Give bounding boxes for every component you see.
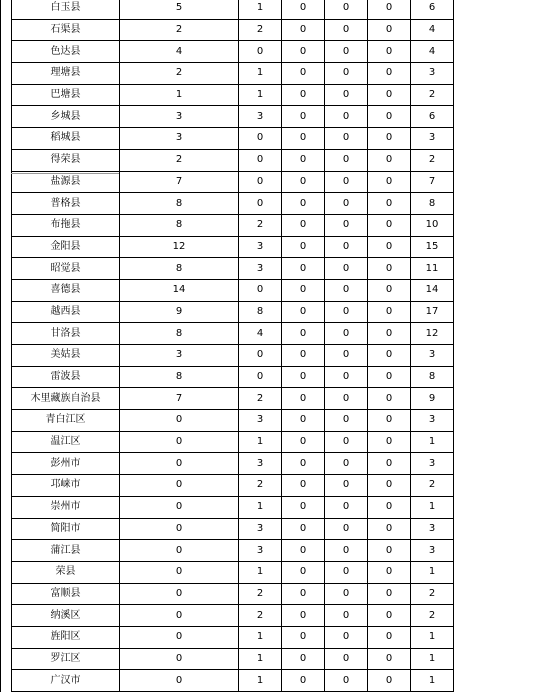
table-row	[1, 301, 454, 323]
count-cell: 0	[325, 605, 368, 627]
count-cell: 0	[368, 431, 411, 453]
count-cell: 0	[239, 345, 282, 367]
count-cell: 0	[282, 171, 325, 193]
region-separator	[11, 173, 119, 174]
count-cell: 0	[282, 431, 325, 453]
count-cell: 0	[282, 149, 325, 171]
table-row	[1, 583, 454, 605]
count-cell: 2	[239, 583, 282, 605]
count-cell: 0	[368, 410, 411, 432]
total-cell: 10	[411, 214, 454, 236]
total-cell: 3	[411, 128, 454, 150]
count-cell: 0	[368, 84, 411, 106]
total-cell: 4	[411, 19, 454, 41]
count-cell: 0	[282, 366, 325, 388]
county-name-cell: 昭觉县	[12, 258, 120, 280]
count-cell: 0	[282, 518, 325, 540]
count-cell: 0	[120, 518, 239, 540]
count-cell: 0	[368, 0, 411, 19]
count-cell: 0	[325, 410, 368, 432]
table-row	[1, 171, 454, 193]
count-cell: 0	[368, 453, 411, 475]
county-name-cell: 邛崃市	[12, 475, 120, 497]
count-cell: 5	[120, 0, 239, 19]
count-cell: 0	[368, 171, 411, 193]
total-cell: 14	[411, 279, 454, 301]
county-name-cell: 盐源县	[12, 171, 120, 193]
county-name-cell: 金阳县	[12, 236, 120, 258]
count-cell: 0	[282, 63, 325, 85]
total-cell: 2	[411, 84, 454, 106]
count-cell: 0	[325, 323, 368, 345]
count-cell: 3	[239, 540, 282, 562]
count-cell: 0	[325, 84, 368, 106]
count-cell: 2	[239, 214, 282, 236]
count-cell: 0	[368, 670, 411, 692]
count-cell: 0	[120, 648, 239, 670]
count-cell: 0	[325, 453, 368, 475]
count-cell: 3	[239, 258, 282, 280]
table-row	[1, 518, 454, 540]
count-cell: 0	[368, 518, 411, 540]
count-cell: 0	[120, 540, 239, 562]
count-cell: 0	[239, 279, 282, 301]
total-cell: 2	[411, 583, 454, 605]
county-name-cell: 色达县	[12, 41, 120, 63]
total-cell: 9	[411, 388, 454, 410]
table-row	[1, 626, 454, 648]
count-cell: 0	[120, 475, 239, 497]
county-name-cell: 简阳市	[12, 518, 120, 540]
total-cell: 2	[411, 475, 454, 497]
county-name-cell: 温江区	[12, 431, 120, 453]
count-cell: 1	[239, 63, 282, 85]
total-cell: 3	[411, 63, 454, 85]
total-cell: 4	[411, 41, 454, 63]
count-cell: 2	[239, 605, 282, 627]
count-cell: 0	[282, 193, 325, 215]
count-cell: 1	[120, 84, 239, 106]
count-cell: 0	[282, 214, 325, 236]
county-name-cell: 喜德县	[12, 279, 120, 301]
region-cell	[1, 0, 12, 171]
county-name-cell: 石渠县	[12, 19, 120, 41]
total-cell: 3	[411, 518, 454, 540]
count-cell: 0	[239, 128, 282, 150]
table-row	[1, 648, 454, 670]
total-cell: 3	[411, 540, 454, 562]
total-cell: 3	[411, 410, 454, 432]
count-cell: 0	[120, 431, 239, 453]
table-row	[1, 214, 454, 236]
count-cell: 7	[120, 171, 239, 193]
count-cell: 0	[282, 561, 325, 583]
total-cell: 2	[411, 605, 454, 627]
table-row	[1, 258, 454, 280]
count-cell: 0	[282, 106, 325, 128]
total-cell: 11	[411, 258, 454, 280]
total-cell: 17	[411, 301, 454, 323]
county-name-cell: 旌阳区	[12, 626, 120, 648]
count-cell: 0	[368, 540, 411, 562]
count-cell: 0	[282, 301, 325, 323]
count-cell: 3	[239, 453, 282, 475]
count-cell: 3	[120, 106, 239, 128]
count-cell: 0	[282, 258, 325, 280]
count-cell: 0	[325, 279, 368, 301]
count-cell: 1	[239, 0, 282, 19]
count-cell: 0	[325, 475, 368, 497]
count-cell: 4	[120, 41, 239, 63]
count-cell: 0	[239, 171, 282, 193]
table-row	[1, 561, 454, 583]
region-cell	[1, 171, 12, 692]
count-cell: 0	[282, 323, 325, 345]
count-cell: 14	[120, 279, 239, 301]
county-name-cell: 广汉市	[12, 670, 120, 692]
county-name-cell: 荣县	[12, 561, 120, 583]
count-cell: 8	[120, 323, 239, 345]
count-cell: 8	[120, 258, 239, 280]
count-cell: 0	[120, 626, 239, 648]
count-cell: 0	[325, 301, 368, 323]
count-cell: 0	[239, 193, 282, 215]
count-cell: 0	[325, 63, 368, 85]
county-name-cell: 罗江区	[12, 648, 120, 670]
table-row	[1, 84, 454, 106]
table-row	[1, 475, 454, 497]
table-row	[1, 388, 454, 410]
total-cell: 7	[411, 171, 454, 193]
count-cell: 0	[325, 193, 368, 215]
count-cell: 2	[239, 19, 282, 41]
count-cell: 3	[239, 106, 282, 128]
total-cell: 3	[411, 345, 454, 367]
county-name-cell: 木里藏族自治县	[12, 388, 120, 410]
count-cell: 1	[239, 561, 282, 583]
county-name-cell: 乡城县	[12, 106, 120, 128]
count-cell: 0	[282, 648, 325, 670]
count-cell: 0	[325, 561, 368, 583]
count-cell: 0	[368, 128, 411, 150]
count-cell: 0	[325, 0, 368, 19]
count-cell: 0	[325, 540, 368, 562]
total-cell: 2	[411, 149, 454, 171]
county-name-cell: 美姑县	[12, 345, 120, 367]
count-cell: 0	[368, 19, 411, 41]
count-cell: 0	[368, 496, 411, 518]
total-cell: 12	[411, 323, 454, 345]
count-cell: 0	[325, 496, 368, 518]
count-cell: 0	[325, 106, 368, 128]
count-cell: 0	[120, 453, 239, 475]
table-row	[1, 0, 454, 19]
county-name-cell: 蒲江县	[12, 540, 120, 562]
count-cell: 2	[120, 63, 239, 85]
count-cell: 0	[282, 0, 325, 19]
table-row	[1, 128, 454, 150]
count-cell: 8	[120, 214, 239, 236]
count-cell: 0	[368, 561, 411, 583]
county-name-cell: 得荣县	[12, 149, 120, 171]
count-cell: 0	[325, 128, 368, 150]
count-cell: 0	[282, 128, 325, 150]
county-name-cell: 雷波县	[12, 366, 120, 388]
count-cell: 0	[282, 453, 325, 475]
count-cell: 3	[239, 410, 282, 432]
table-row	[1, 19, 454, 41]
total-cell: 1	[411, 431, 454, 453]
count-cell: 0	[368, 605, 411, 627]
count-cell: 0	[368, 193, 411, 215]
count-cell: 1	[239, 626, 282, 648]
count-cell: 2	[239, 388, 282, 410]
count-cell: 0	[282, 540, 325, 562]
count-cell: 0	[325, 19, 368, 41]
total-cell: 1	[411, 496, 454, 518]
count-cell: 0	[325, 366, 368, 388]
count-cell: 0	[282, 345, 325, 367]
count-cell: 0	[368, 345, 411, 367]
count-cell: 0	[120, 583, 239, 605]
total-cell: 1	[411, 670, 454, 692]
count-cell: 0	[282, 279, 325, 301]
table-row	[1, 63, 454, 85]
count-cell: 3	[120, 345, 239, 367]
count-cell: 0	[368, 583, 411, 605]
count-cell: 0	[325, 236, 368, 258]
count-cell: 0	[325, 41, 368, 63]
count-cell: 7	[120, 388, 239, 410]
count-cell: 0	[368, 106, 411, 128]
table-row	[1, 670, 454, 692]
count-cell: 0	[282, 236, 325, 258]
county-name-cell: 巴塘县	[12, 84, 120, 106]
count-cell: 8	[120, 366, 239, 388]
table-row	[1, 453, 454, 475]
table-body	[1, 0, 454, 692]
count-cell: 0	[368, 279, 411, 301]
count-cell: 0	[282, 410, 325, 432]
count-cell: 0	[282, 19, 325, 41]
total-cell: 8	[411, 193, 454, 215]
county-name-cell: 青白江区	[12, 410, 120, 432]
count-cell: 9	[120, 301, 239, 323]
count-cell: 1	[239, 670, 282, 692]
count-cell: 0	[282, 388, 325, 410]
count-cell: 0	[368, 388, 411, 410]
count-cell: 8	[239, 301, 282, 323]
count-cell: 0	[368, 323, 411, 345]
count-cell: 1	[239, 84, 282, 106]
count-cell: 0	[368, 63, 411, 85]
count-cell: 0	[325, 388, 368, 410]
total-cell: 6	[411, 0, 454, 19]
total-cell: 1	[411, 561, 454, 583]
count-cell: 2	[239, 475, 282, 497]
count-cell: 0	[239, 366, 282, 388]
count-cell: 0	[120, 496, 239, 518]
county-name-cell: 白玉县	[12, 0, 120, 19]
count-cell: 0	[239, 41, 282, 63]
table-row	[1, 540, 454, 562]
table-row	[1, 193, 454, 215]
table-row	[1, 366, 454, 388]
table-row	[1, 106, 454, 128]
count-cell: 0	[325, 258, 368, 280]
table-row	[1, 345, 454, 367]
count-cell: 12	[120, 236, 239, 258]
count-cell: 2	[120, 19, 239, 41]
count-cell: 8	[120, 193, 239, 215]
count-cell: 0	[368, 236, 411, 258]
total-cell: 6	[411, 106, 454, 128]
count-cell: 0	[325, 583, 368, 605]
count-cell: 0	[325, 149, 368, 171]
count-cell: 3	[120, 128, 239, 150]
count-cell: 0	[368, 475, 411, 497]
count-cell: 0	[282, 626, 325, 648]
count-cell: 0	[325, 626, 368, 648]
count-cell: 0	[368, 648, 411, 670]
total-cell: 3	[411, 453, 454, 475]
table-row	[1, 431, 454, 453]
county-name-cell: 理塘县	[12, 63, 120, 85]
count-cell: 0	[282, 670, 325, 692]
table-row	[1, 41, 454, 63]
count-cell: 0	[120, 670, 239, 692]
count-cell: 0	[120, 410, 239, 432]
county-name-cell: 越西县	[12, 301, 120, 323]
count-cell: 0	[325, 214, 368, 236]
count-cell: 0	[282, 41, 325, 63]
count-cell: 3	[239, 518, 282, 540]
county-name-cell: 富顺县	[12, 583, 120, 605]
total-cell: 8	[411, 366, 454, 388]
table-row	[1, 279, 454, 301]
count-cell: 0	[120, 561, 239, 583]
count-cell: 0	[368, 258, 411, 280]
count-cell: 0	[368, 149, 411, 171]
table-row	[1, 410, 454, 432]
county-name-cell: 普格县	[12, 193, 120, 215]
county-name-cell: 甘洛县	[12, 323, 120, 345]
count-cell: 3	[239, 236, 282, 258]
count-cell: 0	[368, 301, 411, 323]
count-cell: 1	[239, 431, 282, 453]
total-cell: 1	[411, 648, 454, 670]
count-cell: 0	[282, 84, 325, 106]
count-cell: 0	[325, 171, 368, 193]
total-cell: 15	[411, 236, 454, 258]
count-cell: 0	[282, 583, 325, 605]
count-cell: 0	[325, 648, 368, 670]
table-row	[1, 323, 454, 345]
table-row	[1, 149, 454, 171]
count-cell: 2	[120, 149, 239, 171]
count-cell: 0	[368, 41, 411, 63]
count-cell: 0	[325, 518, 368, 540]
county-name-cell: 崇州市	[12, 496, 120, 518]
count-cell: 0	[120, 605, 239, 627]
count-cell: 0	[282, 605, 325, 627]
count-cell: 0	[282, 496, 325, 518]
county-name-cell: 稻城县	[12, 128, 120, 150]
table-row	[1, 496, 454, 518]
count-cell: 0	[282, 475, 325, 497]
count-cell: 4	[239, 323, 282, 345]
count-cell: 0	[368, 626, 411, 648]
total-cell: 1	[411, 626, 454, 648]
count-cell: 0	[325, 670, 368, 692]
count-cell: 0	[325, 431, 368, 453]
count-cell: 0	[368, 214, 411, 236]
count-cell: 0	[368, 366, 411, 388]
county-name-cell: 布拖县	[12, 214, 120, 236]
table-row	[1, 236, 454, 258]
county-name-cell: 纳溪区	[12, 605, 120, 627]
count-cell: 1	[239, 496, 282, 518]
count-cell: 0	[239, 149, 282, 171]
count-cell: 0	[325, 345, 368, 367]
county-name-cell: 彭州市	[12, 453, 120, 475]
count-cell: 1	[239, 648, 282, 670]
table-row	[1, 605, 454, 627]
